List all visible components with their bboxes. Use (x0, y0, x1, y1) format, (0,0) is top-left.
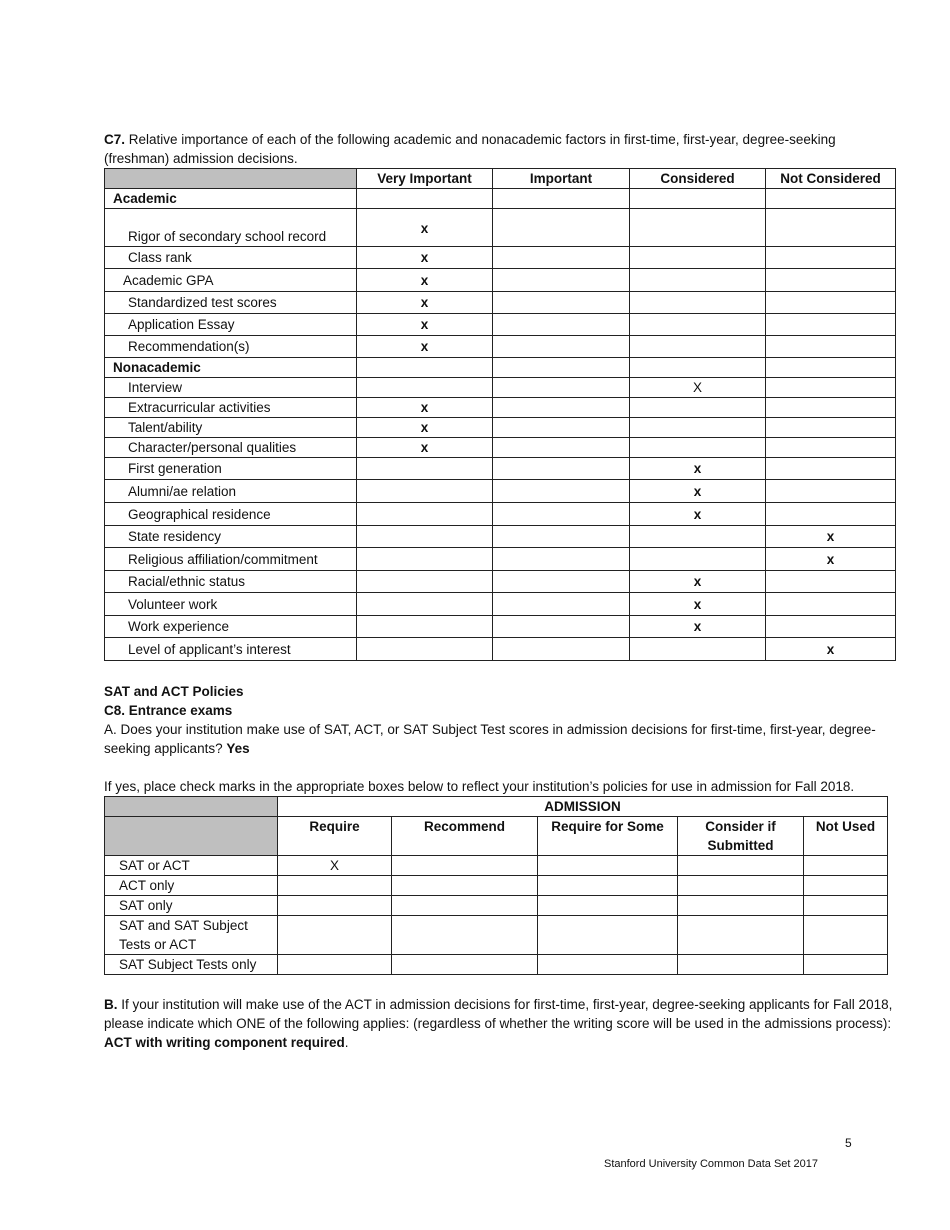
c7-question-text: Relative importance of each of the following academic and nonacademic factors in first-time, first-year, degree-seeking (freshman) admission decisions. (104, 132, 836, 166)
factor-label: Academic GPA (105, 269, 357, 292)
factor-mark: x (630, 571, 766, 593)
c8-part-b-text: If your institution will make use of the ACT in admission decisions for first-time, first-year, degree-seeking applicants for Fall 2018, please indicate which ONE of the following applies: (regardless of whether the writing score will be used in the admissions process): (104, 997, 893, 1031)
factor-label: Geographical residence (105, 503, 357, 526)
factor-label: Racial/ethnic status (105, 571, 357, 593)
table-row (105, 292, 896, 314)
c8-part-b-label: B. (104, 997, 118, 1012)
c8-question-a-text: A. Does your institution make use of SAT, ACT, or SAT Subject Test scores in admission decisions for first-time, first-year, degree-seeking applicants? (104, 722, 876, 756)
test-mark (278, 955, 392, 975)
table-row (105, 247, 896, 269)
factor-mark: x (357, 438, 493, 458)
c8-instruction: If yes, place check marks in the appropriate boxes below to reflect your institution’s policies for use in admission for Fall 2018. (104, 779, 855, 794)
factor-mark: x (766, 526, 896, 548)
factor-label: Volunteer work (105, 593, 357, 616)
factor-label: Interview (105, 378, 357, 398)
table-row (105, 314, 896, 336)
factor-label: Talent/ability (105, 418, 357, 438)
factor-mark: x (357, 418, 493, 438)
factor-label: Application Essay (105, 314, 357, 336)
factor-label: Religious affiliation/commitment (105, 548, 357, 571)
c7-factors-table (104, 168, 896, 661)
table-row (105, 856, 888, 876)
c8-heading: C8. Entrance exams (104, 703, 233, 718)
table-row (105, 896, 888, 916)
test-label: SAT and SAT Subject Tests or ACT (105, 916, 278, 955)
table-row (105, 209, 896, 247)
c7-header-row (105, 169, 896, 189)
factor-label: Alumni/ae relation (105, 480, 357, 503)
factor-mark: x (357, 247, 493, 269)
table-row (105, 571, 896, 593)
c8-part-b-end: . (344, 1035, 349, 1050)
factor-mark: x (630, 458, 766, 480)
factor-mark: x (357, 336, 493, 358)
c8-question-a (104, 720, 896, 758)
table-row (105, 638, 896, 661)
table-row (105, 438, 896, 458)
factor-label: First generation (105, 458, 357, 480)
factor-mark: x (357, 269, 493, 292)
factor-mark: x (766, 548, 896, 571)
table-row (105, 269, 896, 292)
c8-col-recommend: Recommend (392, 817, 538, 856)
test-mark: X (278, 856, 392, 876)
factor-mark: x (630, 480, 766, 503)
c8-col-not-used: Not Used (804, 817, 888, 856)
category-label: Nonacademic (105, 358, 357, 378)
factor-mark: X (630, 378, 766, 398)
table-row (105, 503, 896, 526)
c7-question (104, 130, 896, 168)
factor-mark: x (630, 616, 766, 638)
c7-category-academic (105, 189, 896, 209)
test-label: SAT Subject Tests only (105, 955, 278, 975)
factor-mark: x (357, 398, 493, 418)
c8-admission-header: ADMISSION (278, 797, 888, 817)
c7-col-not-considered: Not Considered (766, 169, 896, 189)
factor-label: Recommendation(s) (105, 336, 357, 358)
table-row (105, 398, 896, 418)
test-mark (278, 876, 392, 896)
table-row (105, 480, 896, 503)
c8-col-require: Require (278, 817, 392, 856)
c8-header-blank (105, 817, 278, 856)
footer-source: Stanford University Common Data Set 2017 (604, 1158, 818, 1170)
category-label: Academic (105, 189, 357, 209)
table-row (105, 876, 888, 896)
test-mark (278, 896, 392, 916)
c8-part-b (104, 995, 896, 1052)
table-row (105, 458, 896, 480)
factor-mark: x (357, 209, 493, 247)
factor-label: Extracurricular activities (105, 398, 357, 418)
factor-label: Standardized test scores (105, 292, 357, 314)
factor-mark: x (630, 503, 766, 526)
test-label: SAT only (105, 896, 278, 916)
factor-mark: x (630, 593, 766, 616)
table-row (105, 378, 896, 398)
test-label: ACT only (105, 876, 278, 896)
sat-act-heading: SAT and ACT Policies (104, 684, 244, 699)
table-row (105, 548, 896, 571)
table-row (105, 955, 888, 975)
c7-category-nonacademic (105, 358, 896, 378)
c8-admission-header-row (105, 797, 888, 817)
table-row (105, 916, 888, 955)
sat-act-section (104, 682, 896, 796)
c8-col-consider-if-submitted: Consider if Submitted (678, 817, 804, 856)
c7-header-blank (105, 169, 357, 189)
table-row (105, 593, 896, 616)
table-row (105, 526, 896, 548)
factor-mark: x (357, 292, 493, 314)
factor-mark: x (357, 314, 493, 336)
factor-label: Work experience (105, 616, 357, 638)
c8-part-b-answer: ACT with writing component required (104, 1035, 345, 1050)
factor-label: Rigor of secondary school record (105, 209, 357, 247)
table-row (105, 616, 896, 638)
c8-header-blank (105, 797, 278, 817)
c8-answer-a: Yes (226, 741, 250, 756)
factor-label: Class rank (105, 247, 357, 269)
factor-label: Level of applicant’s interest (105, 638, 357, 661)
c8-col-require-for-some: Require for Some (538, 817, 678, 856)
c8-admission-table (104, 796, 888, 975)
c8-column-header-row (105, 817, 888, 856)
table-row (105, 336, 896, 358)
table-row (105, 418, 896, 438)
factor-label: Character/personal qualities (105, 438, 357, 458)
document-page (104, 130, 896, 1052)
c7-col-important: Important (493, 169, 630, 189)
page-number: 5 (845, 1136, 852, 1150)
test-mark (278, 916, 392, 955)
factor-label: State residency (105, 526, 357, 548)
c7-label: C7. (104, 132, 126, 147)
c7-col-considered: Considered (630, 169, 766, 189)
factor-mark: x (766, 638, 896, 661)
test-label: SAT or ACT (105, 856, 278, 876)
c7-col-very-important: Very Important (357, 169, 493, 189)
